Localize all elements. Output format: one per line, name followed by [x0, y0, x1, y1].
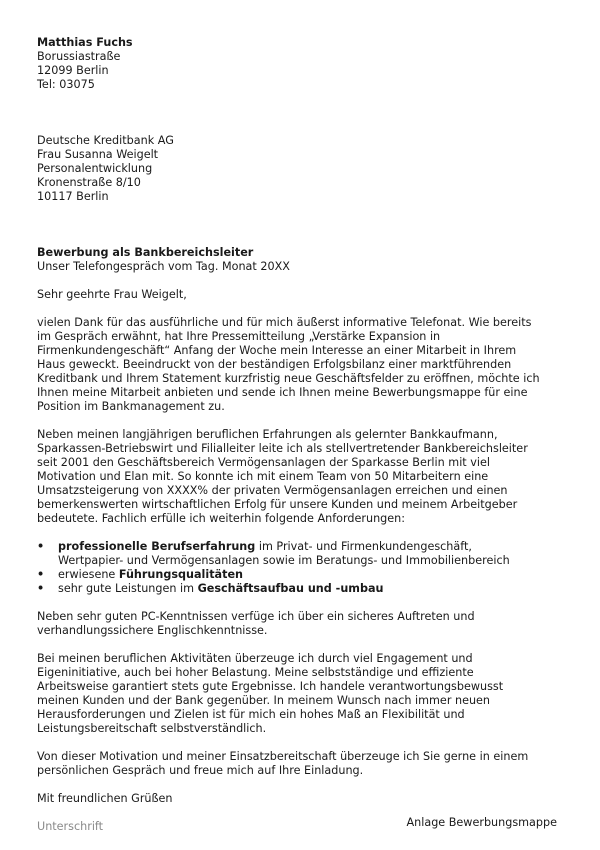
paragraph-line: Eigeninitiative, auch bei hoher Belastung. Meine selbstständige und effiziente [37, 666, 474, 679]
bullet-icon: • [37, 540, 45, 553]
subject-title: Bewerbung als Bankbereichsleiter [37, 246, 254, 259]
paragraph-line: Haus geweckt. Beeindruckt von der beständigen Erfolgsbilanz einer marktführenden [37, 358, 512, 371]
paragraph-line: vielen Dank für das ausführliche und für mich äußerst informative Telefonat. Wie bereits [37, 316, 532, 329]
paragraph-qualities [37, 652, 562, 736]
paragraph-line: Motivation und Elan mit. So konnte ich mit einem Team von 50 Mitarbeitern eine [37, 470, 489, 483]
recipient-city: 10117 Berlin [37, 190, 109, 203]
paragraph-line: verhandlungssichere Englischkenntnisse. [37, 624, 268, 637]
requirement-text: im Privat- und Firmenkundengeschäft, [255, 540, 472, 553]
requirement-highlight: Führungsqualitäten [118, 568, 243, 581]
sender-phone: Tel: 03075 [37, 78, 95, 91]
paragraph-line: Sparkassen-Betriebswirt und Filialleiter leite ich als stellvertretender Bankbereichsleiter [37, 442, 528, 455]
paragraph-line: Leistungsbereitschaft selbstverständlich. [37, 722, 267, 735]
paragraph-line: bemerkenswerten wirtschaftlichen Erfolg für unsere Kunden und meinem Arbeitgeber [37, 498, 518, 511]
signature-placeholder: Unterschrift [37, 820, 104, 833]
list-item [37, 540, 562, 568]
paragraph-line: Neben sehr guten PC-Kenntnissen verfüge ich über ein sicheres Auftreten und [37, 610, 475, 623]
bullet-icon: • [37, 582, 45, 595]
sender-name: Matthias Fuchs [37, 36, 133, 49]
paragraph-line: persönlichen Gespräch und freue mich auf Ihre Einladung. [37, 764, 364, 777]
salutation: Sehr geehrte Frau Weigelt, [37, 288, 187, 301]
paragraph-line: Position im Bankmanagement zu. [37, 400, 225, 413]
paragraph-experience [37, 428, 562, 526]
list-item [37, 568, 562, 582]
requirement-text: sehr gute Leistungen im [58, 582, 198, 595]
attachment-note: Anlage Bewerbungsmappe [406, 816, 557, 829]
paragraph-line: meinen Kunden und der Bank gegenüber. In meinem Wunsch nach immer neuen [37, 694, 491, 707]
recipient-address-block [37, 134, 562, 204]
sender-street: Borussiastraße [37, 50, 121, 63]
requirement-text: Wertpapier- und Vermögensanlagen sowie im Beratungs- und Immobilienbereich [58, 554, 510, 567]
paragraph-line: Neben meinen langjährigen beruflichen Erfahrungen als gelernter Bankkaufmann, [37, 428, 498, 441]
sender-city: 12099 Berlin [37, 64, 109, 77]
paragraph-line: Bei meinen beruflichen Aktivitäten überzeuge ich durch viel Engagement und [37, 652, 473, 665]
recipient-contact: Frau Susanna Weigelt [37, 148, 159, 161]
paragraph-line: Kreditbank und Ihrem Statement kurzfristig neue Geschäftsfelder zu eröffnen, möchte ich [37, 372, 540, 385]
recipient-department: Personalentwicklung [37, 162, 153, 175]
paragraph-line: Herausforderungen und Zielen ist für mich ein hohes Maß an Flexibilität und [37, 708, 465, 721]
paragraph-line: bedeutete. Fachlich erfülle ich weiterhin folgende Anforderungen: [37, 512, 406, 525]
paragraph-line: Arbeitsweise garantiert stets gute Ergebnisse. Ich handele verantwortungsbewusst [37, 680, 504, 693]
complimentary-close: Mit freundlichen Grüßen [37, 792, 173, 805]
requirement-text: erwiesene [58, 568, 119, 581]
sender-address-block [37, 36, 562, 92]
recipient-company: Deutsche Kreditbank AG [37, 134, 174, 147]
requirement-highlight: Geschäftsaufbau und -umbau [197, 582, 384, 595]
list-item [37, 582, 562, 596]
subject-reference: Unser Telefongespräch vom Tag. Monat 20XX [37, 260, 290, 273]
requirements-list [37, 540, 562, 596]
recipient-street: Kronenstraße 8/10 [37, 176, 141, 189]
bullet-icon: • [37, 568, 45, 581]
paragraph-skills [37, 610, 562, 638]
letter-page [37, 36, 562, 834]
paragraph-line: Umsatzsteigerung von XXXX% der privaten Vermögensanlagen erreichen und einen [37, 484, 508, 497]
paragraph-line: Firmenkundengeschäft“ Anfang der Woche mein Interesse an einer Mitarbeit in Ihrem [37, 344, 517, 357]
paragraph-line: Ihnen meine Mitarbeit anbieten und sende ich Ihnen meine Bewerbungsmappe für eine [37, 386, 528, 399]
paragraph-line: seit 2001 den Geschäftsbereich Vermögensanlagen der Sparkasse Berlin mit viel [37, 456, 490, 469]
subject-block [37, 246, 562, 274]
paragraph-intro [37, 316, 562, 414]
requirement-highlight: professionelle Berufserfahrung [58, 540, 256, 553]
paragraph-line: Von dieser Motivation und meiner Einsatzbereitschaft überzeuge ich Sie gerne in einem [37, 750, 529, 763]
paragraph-line: im Gespräch erwähnt, hat Ihre Pressemitteilung „Verstärke Expansion in [37, 330, 441, 343]
paragraph-closing [37, 750, 562, 778]
